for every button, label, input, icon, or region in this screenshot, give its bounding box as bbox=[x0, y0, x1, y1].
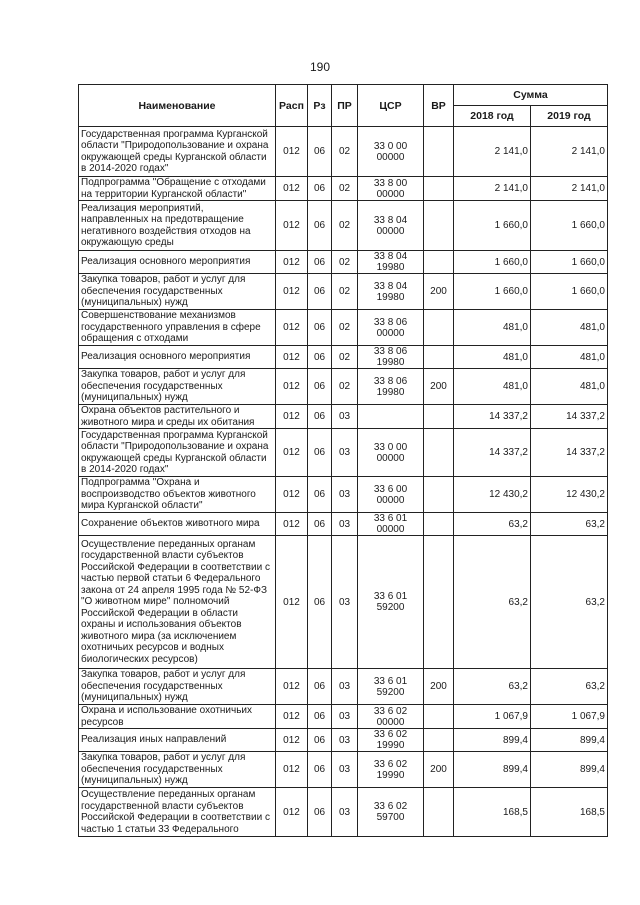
header-rasp: Расп bbox=[276, 85, 308, 127]
row-sum-2018: 899,4 bbox=[454, 729, 531, 752]
row-rz: 06 bbox=[308, 536, 332, 669]
row-sum-2019: 12 430,2 bbox=[531, 477, 608, 513]
row-vr: 200 bbox=[424, 752, 454, 788]
row-name: Закупка товаров, работ и услуг для обеспечения государственных (муниципальных) нужд bbox=[79, 369, 276, 405]
header-name: Наименование bbox=[79, 85, 276, 127]
row-csr: 33 6 02 00000 bbox=[358, 705, 424, 729]
row-vr bbox=[424, 729, 454, 752]
header-sum: Сумма bbox=[454, 85, 608, 106]
row-rasp: 012 bbox=[276, 251, 308, 274]
table-row bbox=[79, 177, 608, 201]
row-csr: 33 6 01 59200 bbox=[358, 669, 424, 705]
row-sum-2019: 1 660,0 bbox=[531, 274, 608, 310]
row-rz: 06 bbox=[308, 274, 332, 310]
row-sum-2018: 2 141,0 bbox=[454, 127, 531, 177]
table-row bbox=[79, 346, 608, 369]
row-rasp: 012 bbox=[276, 705, 308, 729]
row-rasp: 012 bbox=[276, 201, 308, 251]
row-rasp: 012 bbox=[276, 369, 308, 405]
row-vr bbox=[424, 429, 454, 477]
table-row bbox=[79, 127, 608, 177]
row-rasp: 012 bbox=[276, 536, 308, 669]
row-rz: 06 bbox=[308, 788, 332, 837]
row-sum-2018: 1 067,9 bbox=[454, 705, 531, 729]
row-name: Государственная программа Курганской области "Природопользование и охрана окружающей среды Курганской области в 2014-2020 годах" bbox=[79, 429, 276, 477]
row-sum-2018: 12 430,2 bbox=[454, 477, 531, 513]
row-sum-2018: 168,5 bbox=[454, 788, 531, 837]
header-csr: ЦСР bbox=[358, 85, 424, 127]
table-row bbox=[79, 310, 608, 346]
table-row bbox=[79, 705, 608, 729]
row-rasp: 012 bbox=[276, 405, 308, 429]
row-pr: 03 bbox=[332, 513, 358, 536]
row-csr: 33 0 00 00000 bbox=[358, 429, 424, 477]
row-vr: 200 bbox=[424, 274, 454, 310]
row-sum-2018: 481,0 bbox=[454, 310, 531, 346]
row-sum-2019: 168,5 bbox=[531, 788, 608, 837]
row-sum-2019: 1 067,9 bbox=[531, 705, 608, 729]
row-csr: 33 8 00 00000 bbox=[358, 177, 424, 201]
row-vr bbox=[424, 346, 454, 369]
row-sum-2019: 63,2 bbox=[531, 536, 608, 669]
row-csr: 33 6 02 19990 bbox=[358, 752, 424, 788]
row-rasp: 012 bbox=[276, 669, 308, 705]
row-rz: 06 bbox=[308, 729, 332, 752]
table-row bbox=[79, 201, 608, 251]
row-rasp: 012 bbox=[276, 346, 308, 369]
row-csr: 33 8 04 19980 bbox=[358, 251, 424, 274]
row-csr: 33 6 01 00000 bbox=[358, 513, 424, 536]
row-pr: 02 bbox=[332, 369, 358, 405]
row-sum-2019: 63,2 bbox=[531, 513, 608, 536]
row-sum-2019: 2 141,0 bbox=[531, 127, 608, 177]
row-csr: 33 8 04 00000 bbox=[358, 201, 424, 251]
header-vr: ВР bbox=[424, 85, 454, 127]
row-sum-2019: 1 660,0 bbox=[531, 251, 608, 274]
row-rz: 06 bbox=[308, 477, 332, 513]
row-pr: 02 bbox=[332, 127, 358, 177]
row-pr: 03 bbox=[332, 669, 358, 705]
row-sum-2019: 899,4 bbox=[531, 752, 608, 788]
row-rasp: 012 bbox=[276, 752, 308, 788]
row-name: Реализация мероприятий, направленных на предотвращение негативного воздействия отходов на окружающую среды bbox=[79, 201, 276, 251]
row-rz: 06 bbox=[308, 177, 332, 201]
row-sum-2018: 1 660,0 bbox=[454, 251, 531, 274]
row-rasp: 012 bbox=[276, 429, 308, 477]
row-vr bbox=[424, 513, 454, 536]
row-pr: 02 bbox=[332, 251, 358, 274]
row-csr: 33 0 00 00000 bbox=[358, 127, 424, 177]
table-row bbox=[79, 788, 608, 837]
row-sum-2019: 1 660,0 bbox=[531, 201, 608, 251]
row-csr: 33 8 06 19980 bbox=[358, 346, 424, 369]
row-sum-2018: 481,0 bbox=[454, 369, 531, 405]
row-pr: 03 bbox=[332, 788, 358, 837]
row-sum-2019: 481,0 bbox=[531, 310, 608, 346]
header-rz: Рз bbox=[308, 85, 332, 127]
row-sum-2018: 63,2 bbox=[454, 536, 531, 669]
row-sum-2019: 63,2 bbox=[531, 669, 608, 705]
row-csr: 33 6 01 59200 bbox=[358, 536, 424, 669]
budget-table bbox=[78, 84, 608, 837]
table-body bbox=[79, 127, 608, 837]
row-sum-2019: 2 141,0 bbox=[531, 177, 608, 201]
row-name: Реализация основного мероприятия bbox=[79, 346, 276, 369]
row-vr bbox=[424, 477, 454, 513]
row-sum-2018: 1 660,0 bbox=[454, 274, 531, 310]
row-pr: 03 bbox=[332, 429, 358, 477]
row-rz: 06 bbox=[308, 251, 332, 274]
header-pr: ПР bbox=[332, 85, 358, 127]
row-rz: 06 bbox=[308, 705, 332, 729]
row-csr bbox=[358, 405, 424, 429]
row-rasp: 012 bbox=[276, 477, 308, 513]
row-pr: 02 bbox=[332, 310, 358, 346]
row-rz: 06 bbox=[308, 369, 332, 405]
row-name: Осуществление переданных органам государственной власти субъектов Российской Федерации в соответствии с частью первой статьи 6 Федерального закона от 24 апреля 1995 года № 52-ФЗ "О животном мире" полномочий Российской Федерации в области охраны и использования объектов животного мира (за исключением охотничьих ресурсов и водных биологических ресурсов) bbox=[79, 536, 276, 669]
row-name: Охрана объектов растительного и животного мира и среды их обитания bbox=[79, 405, 276, 429]
row-vr bbox=[424, 251, 454, 274]
row-rz: 06 bbox=[308, 346, 332, 369]
row-pr: 02 bbox=[332, 201, 358, 251]
row-csr: 33 8 06 00000 bbox=[358, 310, 424, 346]
row-vr bbox=[424, 405, 454, 429]
table-row bbox=[79, 405, 608, 429]
row-rz: 06 bbox=[308, 429, 332, 477]
row-rz: 06 bbox=[308, 513, 332, 536]
row-rz: 06 bbox=[308, 405, 332, 429]
row-rz: 06 bbox=[308, 669, 332, 705]
row-csr: 33 6 02 59700 bbox=[358, 788, 424, 837]
table-row bbox=[79, 274, 608, 310]
row-rasp: 012 bbox=[276, 788, 308, 837]
row-sum-2019: 14 337,2 bbox=[531, 405, 608, 429]
page-number: 190 bbox=[309, 60, 331, 74]
row-name: Сохранение объектов животного мира bbox=[79, 513, 276, 536]
table-row bbox=[79, 669, 608, 705]
row-rasp: 012 bbox=[276, 513, 308, 536]
table-row bbox=[79, 513, 608, 536]
row-sum-2018: 899,4 bbox=[454, 752, 531, 788]
row-name: Реализация основного мероприятия bbox=[79, 251, 276, 274]
row-pr: 03 bbox=[332, 729, 358, 752]
row-sum-2019: 14 337,2 bbox=[531, 429, 608, 477]
row-rasp: 012 bbox=[276, 729, 308, 752]
row-pr: 02 bbox=[332, 177, 358, 201]
row-sum-2019: 899,4 bbox=[531, 729, 608, 752]
row-sum-2019: 481,0 bbox=[531, 346, 608, 369]
row-rz: 06 bbox=[308, 127, 332, 177]
row-pr: 03 bbox=[332, 752, 358, 788]
row-name: Охрана и использование охотничьих ресурсов bbox=[79, 705, 276, 729]
row-sum-2018: 481,0 bbox=[454, 346, 531, 369]
row-sum-2018: 63,2 bbox=[454, 669, 531, 705]
row-rasp: 012 bbox=[276, 127, 308, 177]
row-sum-2018: 63,2 bbox=[454, 513, 531, 536]
row-vr bbox=[424, 788, 454, 837]
row-vr bbox=[424, 127, 454, 177]
table-row bbox=[79, 752, 608, 788]
table-row bbox=[79, 536, 608, 669]
row-name: Закупка товаров, работ и услуг для обеспечения государственных (муниципальных) нужд bbox=[79, 752, 276, 788]
row-sum-2018: 14 337,2 bbox=[454, 429, 531, 477]
row-sum-2018: 2 141,0 bbox=[454, 177, 531, 201]
row-name: Закупка товаров, работ и услуг для обеспечения государственных (муниципальных) нужд bbox=[79, 669, 276, 705]
row-csr: 33 6 00 00000 bbox=[358, 477, 424, 513]
row-pr: 02 bbox=[332, 274, 358, 310]
row-vr bbox=[424, 536, 454, 669]
row-pr: 02 bbox=[332, 346, 358, 369]
row-rasp: 012 bbox=[276, 274, 308, 310]
row-vr bbox=[424, 177, 454, 201]
row-vr bbox=[424, 201, 454, 251]
row-vr: 200 bbox=[424, 669, 454, 705]
row-pr: 03 bbox=[332, 705, 358, 729]
row-name: Подпрограмма "Обращение с отходами на территории Курганской области" bbox=[79, 177, 276, 201]
row-rz: 06 bbox=[308, 752, 332, 788]
row-vr bbox=[424, 705, 454, 729]
row-rasp: 012 bbox=[276, 310, 308, 346]
row-pr: 03 bbox=[332, 536, 358, 669]
row-name: Государственная программа Курганской области "Природопользование и охрана окружающей среды Курганской области в 2014-2020 годах" bbox=[79, 127, 276, 177]
row-name: Осуществление переданных органам государственной власти субъектов Российской Федерации в соответствии с частью 1 статьи 33 Федерального bbox=[79, 788, 276, 837]
row-vr bbox=[424, 310, 454, 346]
header-year-2019: 2019 год bbox=[531, 106, 608, 127]
row-vr: 200 bbox=[424, 369, 454, 405]
row-csr: 33 8 06 19980 bbox=[358, 369, 424, 405]
row-rasp: 012 bbox=[276, 177, 308, 201]
header-year-2018: 2018 год bbox=[454, 106, 531, 127]
table-row bbox=[79, 477, 608, 513]
row-sum-2018: 14 337,2 bbox=[454, 405, 531, 429]
table-row bbox=[79, 251, 608, 274]
row-csr: 33 8 04 19980 bbox=[358, 274, 424, 310]
row-name: Подпрограмма "Охрана и воспроизводство объектов животного мира Курганской области" bbox=[79, 477, 276, 513]
row-name: Закупка товаров, работ и услуг для обеспечения государственных (муниципальных) нужд bbox=[79, 274, 276, 310]
row-rz: 06 bbox=[308, 310, 332, 346]
row-sum-2019: 481,0 bbox=[531, 369, 608, 405]
row-name: Совершенствование механизмов государственного управления в сфере обращения с отходами bbox=[79, 310, 276, 346]
row-rz: 06 bbox=[308, 201, 332, 251]
table-row bbox=[79, 369, 608, 405]
table-header bbox=[79, 85, 608, 127]
table-row bbox=[79, 429, 608, 477]
row-pr: 03 bbox=[332, 405, 358, 429]
row-name: Реализация иных направлений bbox=[79, 729, 276, 752]
table-row bbox=[79, 729, 608, 752]
row-sum-2018: 1 660,0 bbox=[454, 201, 531, 251]
row-csr: 33 6 02 19990 bbox=[358, 729, 424, 752]
row-pr: 03 bbox=[332, 477, 358, 513]
